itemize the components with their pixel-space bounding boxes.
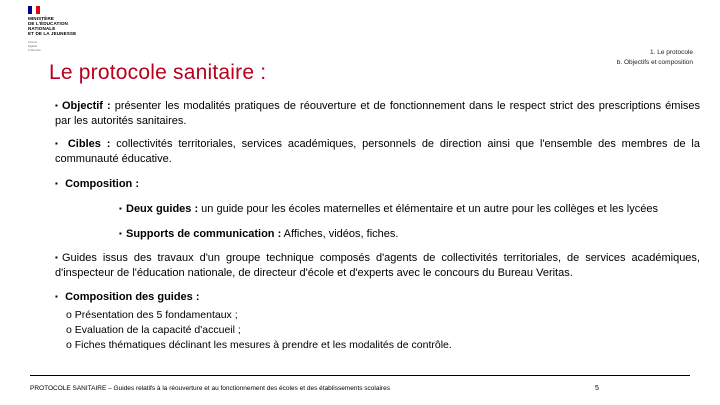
motto-liberte: Liberté (28, 40, 38, 44)
bullet-icon: ▪ (55, 179, 58, 188)
ministry-logo (28, 6, 88, 52)
logo-line-4: ET DE LA JEUNESSE (28, 31, 77, 36)
french-flag-icon (28, 6, 40, 14)
logo-line-1: MINISTÈRE (28, 16, 54, 21)
sub-bullet-icon: o (66, 309, 72, 321)
composition-item-supports (119, 226, 699, 242)
sub-bullet-icon: o (66, 324, 72, 336)
objectif-text: présenter les modalités pratiques de réouverture et de fonctionnement dans le respect strict des prescriptions émises par les autorités sanitaires. (55, 100, 701, 127)
composition-guides-list (55, 308, 700, 353)
objectif-paragraph (55, 98, 700, 129)
composition-item-guides-text: un guide pour les écoles maternelles et élémentaire et un autre pour les collèges et les lycées (198, 203, 658, 215)
breadcrumb-section: 1. Le protocole (649, 49, 693, 56)
cibles-text: collectivités territoriales, services académiques, personnels de direction ainsi que l'ensemble des membres de la communauté éducative. (55, 138, 700, 165)
list-item: o Fiches thématiques déclinant les mesures à prendre et les modalités de contrôle. (66, 339, 452, 351)
footer-divider (30, 375, 690, 376)
sub-bullet-icon: o (66, 339, 72, 351)
list-item: o Evaluation de la capacité d'accueil ; (66, 324, 241, 336)
composition-label: Composition : (65, 178, 139, 190)
bullet-icon: ▪ (55, 292, 58, 301)
composition-guides-heading (55, 289, 700, 305)
guides-text: Guides issus des travaux d'un groupe technique composés d'agents de collectivités territoriales, de services académiques, d'inspecteur de l'éducation nationale, de directeur d'école et d'experts avec le concours du Bureau Veritas. (55, 252, 700, 279)
composition-heading (55, 176, 700, 192)
page-number: 5 (595, 385, 599, 392)
bullet-icon: ▪ (55, 253, 58, 262)
breadcrumb (617, 48, 693, 68)
page-title: Le protocole sanitaire : (49, 61, 267, 84)
motto-egalite: Égalité (28, 44, 38, 48)
bullet-icon: ▪ (55, 101, 58, 110)
composition-item-guides (119, 201, 699, 217)
list-item: o Présentation des 5 fondamentaux ; (66, 309, 238, 321)
footer-text: PROTOCOLE SANITAIRE – Guides relatifs à la réouverture et au fonctionnement des écoles et des établissements scolaires (30, 385, 390, 392)
logo-line-3: NATIONALE (28, 26, 56, 31)
bullet-icon: ▪ (119, 204, 122, 213)
objectif-label: Objectif : (62, 100, 111, 112)
guides-paragraph (55, 250, 700, 281)
logo-motto (28, 40, 88, 52)
composition-guides-label: Composition des guides : (65, 291, 200, 303)
breadcrumb-subsection: b. Objectifs et composition (616, 59, 693, 66)
cibles-paragraph (55, 136, 700, 167)
cibles-label: Cibles : (67, 138, 111, 150)
logo-line-2: DE L'ÉDUCATION (28, 21, 68, 26)
bullet-icon: ▪ (55, 139, 58, 148)
composition-item-supports-text: Affiches, vidéos, fiches. (281, 228, 399, 240)
bullet-icon: ▪ (119, 229, 122, 238)
composition-item-supports-label: Supports de communication : (126, 228, 282, 240)
composition-item-guides-label: Deux guides : (126, 203, 199, 215)
motto-fraternite: Fraternité (28, 48, 41, 52)
